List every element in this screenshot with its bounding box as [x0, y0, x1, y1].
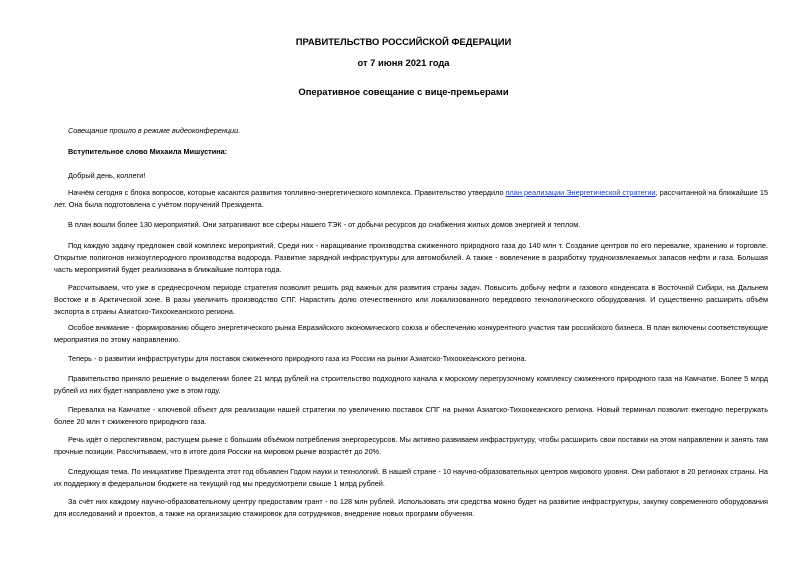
paragraph-lng-infrastructure: Теперь - о развитии инфраструктуры для поставок сжиженного природного газа из России на рынки Азиатско-Тихоокеанского региона. [68, 354, 527, 363]
paragraph-text: Начнём сегодня с блока вопросов, которые касаются развития топливно-энергетического комплекса. Правительство утвердило [68, 188, 506, 197]
paragraph-measures-count: В план вошли более 130 мероприятий. Они затрагивают все сферы нашего ТЭК - от добычи ресурсов до снабжения жилых домов энергией и теплом. [68, 220, 581, 229]
paragraph-eaeu-market: Особое внимание - формированию общего энергетического рынка Евразийского экономического союза и обеспечению конкурентного участия там российского бизнеса. В план включены соответствующие мероприятия по этому направлению. [54, 323, 768, 344]
paragraph-kamchatka-terminal: Перевалка на Камчатке - ключевой объект для реализации нашей стратегии по увеличению поставок СПГ на рынки Азиатско-Тихоокеанского региона. Новый терминал позволит ежегодно перегружать более 20 млн т сжиженного природного газа. [54, 405, 768, 426]
paragraph-text: , рассчитанной на ближайшие 15 лет. Она была подготовлена с учётом поручений Президента. [54, 188, 768, 209]
greeting-paragraph: Добрый день, коллеги! [68, 171, 146, 180]
document-date: от 7 июня 2021 года [357, 57, 450, 68]
paragraph-science-year: Следующая тема. По инициативе Президента этот год объявлен Годом науки и технологий. В нашей стране - 10 научно-образовательных центров мирового уровня. Они работают в 20 регионах страны. На их поддержку в федеральном бюджете на текущий год мы предусмотрели свыше 1 млрд рублей. [54, 467, 768, 488]
meeting-format-note: Совещание прошло в режиме видеоконференции. [68, 126, 241, 135]
paragraph-kamchatka-funding: Правительство приняло решение о выделении более 21 млрд рублей на строительство подходного канала к морскому перегрузочному комплексу сжиженного природного газа на Камчатке. Более 5 млрд рублей из них будет направлено уже в этом году. [54, 374, 768, 395]
paragraph-science-grants: За счёт них каждому научно-образовательному центру предоставим грант - по 128 млн рублей. Использовать эти средства можно будет на развитие инфраструктуры, закупку современного оборудования для исследований и проектов, а также на организацию стажировок для сотрудников, внедрение новых программ обучения. [54, 497, 768, 518]
speaker-heading: Вступительное слово Михаила Мишустина: [68, 147, 228, 156]
paragraph-energy-strategy [54, 187, 768, 211]
document-title: Оперативное совещание с вице-премьерами [298, 86, 509, 97]
strategy-plan-link[interactable]: план реализации Энергетической стратегии [505, 188, 656, 197]
paragraph-measures-list: Под каждую задачу предложен свой комплекс мероприятий. Среди них - наращивание производства сжиженного природного газа до 140 млн т. Создание центров по его перевалке, хранению и торговле. Открытие полигонов низкоуглеродного производства водорода. Развитие зарядной инфраструктуры для автомобилей. А также - вовлечение в разработку трудноизвлекаемых запасов нефти и газа. Большая часть мероприятий будет реализована в ближайшие полтора года. [54, 241, 768, 274]
paragraph-strategy-goals: Рассчитываем, что уже в среднесрочном периоде стратегия позволит решить ряд важных для развития страны задач. Повысить добычу нефти и газового конденсата в Восточной Сибири, на Дальнем Востоке и в Арктической зоне. В разы увеличить производство СПГ. Нарастить долю отечественного или локализованного передового технологического оборудования. И существенно расширить объём экспорта в страны Азиатско-Тихоокеанского региона. [54, 283, 768, 316]
government-heading: ПРАВИТЕЛЬСТВО РОССИЙСКОЙ ФЕДЕРАЦИИ [295, 36, 512, 47]
paragraph-market-share: Речь идёт о перспективном, растущем рынке с большим объёмом потребления энергоресурсов. Мы активно развиваем инфраструктуру, чтобы расширить свои поставки на этом направлении и занять там прочные позиции. Рассчитываем, что в итоге доля России на мировом рынке возрастёт до 20%. [54, 435, 768, 456]
